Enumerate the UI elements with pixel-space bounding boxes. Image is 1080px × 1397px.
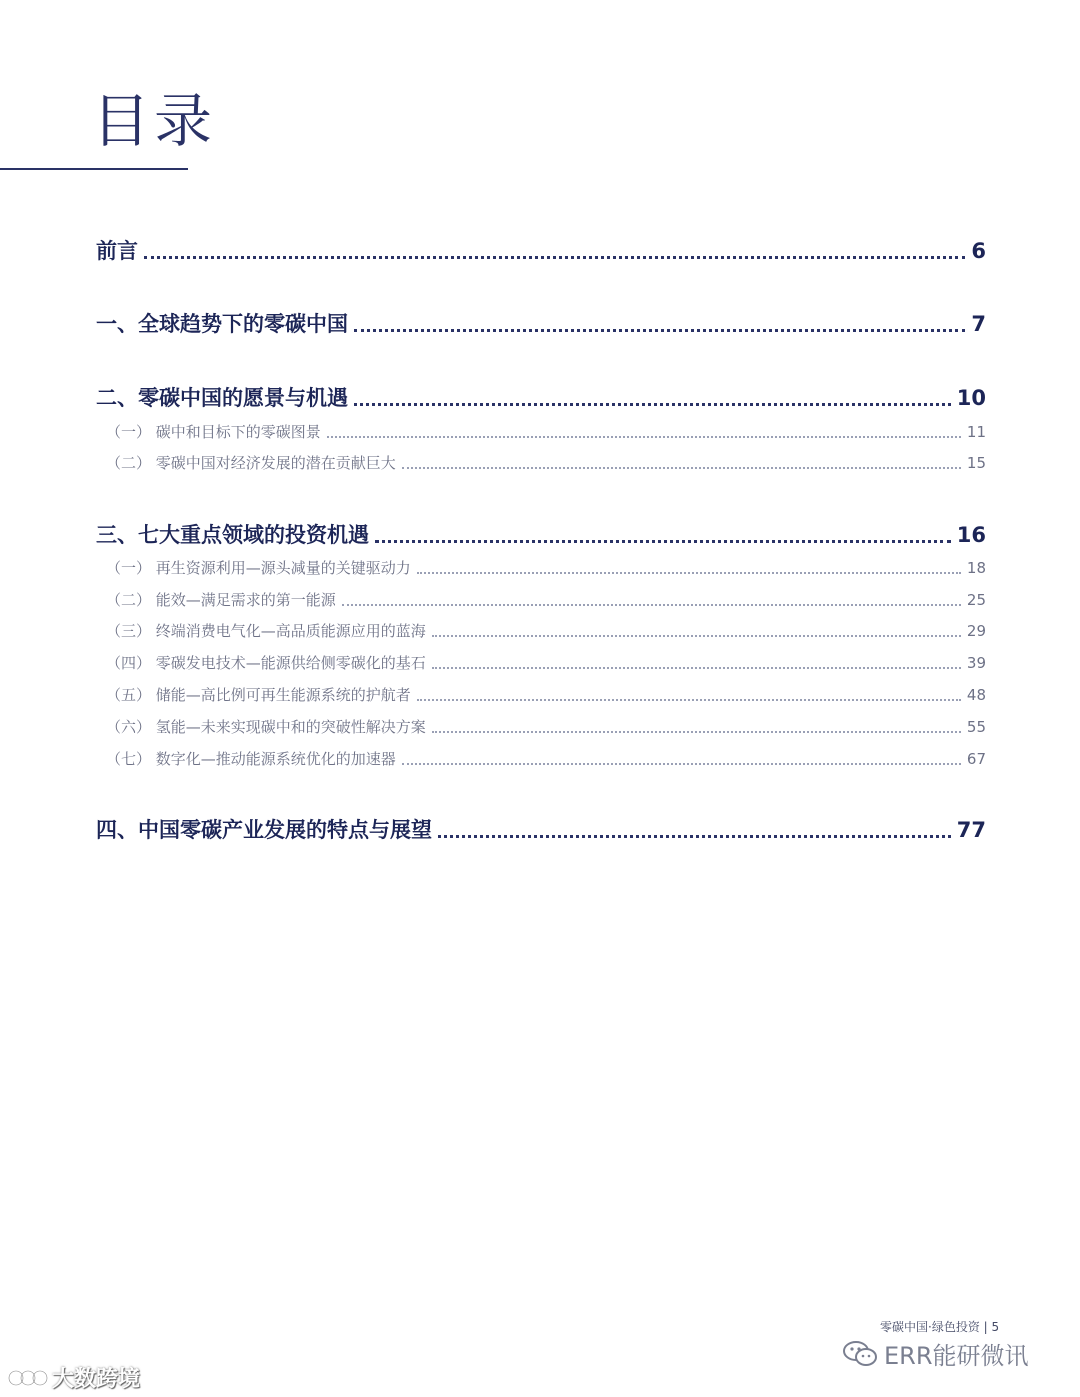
dot-leader bbox=[354, 329, 965, 332]
toc-entry-page: 29 bbox=[966, 622, 986, 640]
brand-logo-icon bbox=[8, 1366, 48, 1390]
dot-leader bbox=[402, 467, 961, 469]
toc-subentry-2-1[interactable] bbox=[96, 422, 986, 442]
dot-leader bbox=[402, 763, 961, 765]
dot-leader bbox=[417, 572, 961, 574]
toc-entry-page: 25 bbox=[966, 591, 986, 609]
dot-leader bbox=[432, 731, 961, 733]
toc-entry-page: 18 bbox=[966, 559, 986, 577]
toc-entry-label: （一） 碳中和目标下的零碳图景 bbox=[106, 423, 321, 441]
title-underline bbox=[0, 168, 188, 170]
toc-entry-page: 48 bbox=[966, 686, 986, 704]
dot-leader bbox=[432, 635, 961, 637]
toc-entry-label: （六） 氢能—未来实现碳中和的突破性解决方案 bbox=[106, 718, 426, 736]
dot-leader bbox=[327, 436, 961, 438]
toc-entry-label: 四、中国零碳产业发展的特点与展望 bbox=[96, 818, 432, 842]
toc-entry-label: 二、零碳中国的愿景与机遇 bbox=[96, 386, 348, 410]
toc-entry-page: 16 bbox=[956, 523, 986, 547]
dot-leader bbox=[342, 604, 961, 606]
toc-subentry-3-7[interactable] bbox=[96, 749, 986, 769]
toc-entry-page: 6 bbox=[971, 239, 986, 263]
toc-entry-label: （二） 零碳中国对经济发展的潜在贡献巨大 bbox=[106, 454, 396, 472]
toc-entry-label: 三、七大重点领域的投资机遇 bbox=[96, 523, 369, 547]
watermark-right-text: ERR能研微讯 bbox=[884, 1342, 1029, 1370]
toc-subentry-3-3[interactable] bbox=[96, 621, 986, 641]
toc-entry-label: 一、全球趋势下的零碳中国 bbox=[96, 312, 348, 336]
toc-entry-page: 77 bbox=[956, 818, 986, 842]
toc-subentry-2-2[interactable] bbox=[96, 453, 986, 473]
toc-entry-page: 7 bbox=[971, 312, 986, 336]
toc-entry-page: 10 bbox=[956, 386, 986, 410]
page-footer: 零碳中国·绿色投资 | 5 bbox=[880, 1320, 1000, 1334]
toc-entry-page: 15 bbox=[966, 454, 986, 472]
page-title: 目录 bbox=[92, 87, 217, 155]
toc-entry-label: （五） 储能—高比例可再生能源系统的护航者 bbox=[106, 686, 411, 704]
dot-leader bbox=[417, 699, 961, 701]
toc-subentry-3-5[interactable] bbox=[96, 685, 986, 705]
dot-leader bbox=[375, 540, 951, 543]
toc-entry-preface[interactable] bbox=[96, 238, 986, 264]
dot-leader bbox=[354, 403, 951, 406]
toc-entry-chapter-4[interactable] bbox=[96, 817, 986, 843]
watermark-left-text: 大数跨境 bbox=[52, 1367, 141, 1392]
toc-entry-chapter-3[interactable] bbox=[96, 522, 986, 548]
toc-entry-label: （三） 终端消费电气化—高品质能源应用的蓝海 bbox=[106, 622, 426, 640]
toc-entry-label: （一） 再生资源利用—源头减量的关键驱动力 bbox=[106, 559, 411, 577]
toc-entry-chapter-1[interactable] bbox=[96, 311, 986, 337]
toc-entry-label: 前言 bbox=[96, 239, 138, 263]
toc-entry-page: 39 bbox=[966, 654, 986, 672]
toc-subentry-3-2[interactable] bbox=[96, 590, 986, 610]
toc-subentry-3-4[interactable] bbox=[96, 653, 986, 673]
watermark-left bbox=[8, 1362, 140, 1393]
toc-subentry-3-1[interactable] bbox=[96, 558, 986, 578]
toc-entry-label: （二） 能效—满足需求的第一能源 bbox=[106, 591, 336, 609]
toc-entry-page: 11 bbox=[966, 423, 986, 441]
dot-leader bbox=[432, 667, 961, 669]
watermark-right bbox=[842, 1336, 1029, 1371]
toc-entry-chapter-2[interactable] bbox=[96, 385, 986, 411]
dot-leader bbox=[144, 256, 965, 259]
dot-leader bbox=[438, 835, 951, 838]
wechat-icon bbox=[842, 1340, 878, 1368]
toc-entry-label: （七） 数字化—推动能源系统优化的加速器 bbox=[106, 750, 396, 768]
toc-subentry-3-6[interactable] bbox=[96, 717, 986, 737]
toc-entry-page: 55 bbox=[966, 718, 986, 736]
toc-entry-label: （四） 零碳发电技术—能源供给侧零碳化的基石 bbox=[106, 654, 426, 672]
toc-entry-page: 67 bbox=[966, 750, 986, 768]
